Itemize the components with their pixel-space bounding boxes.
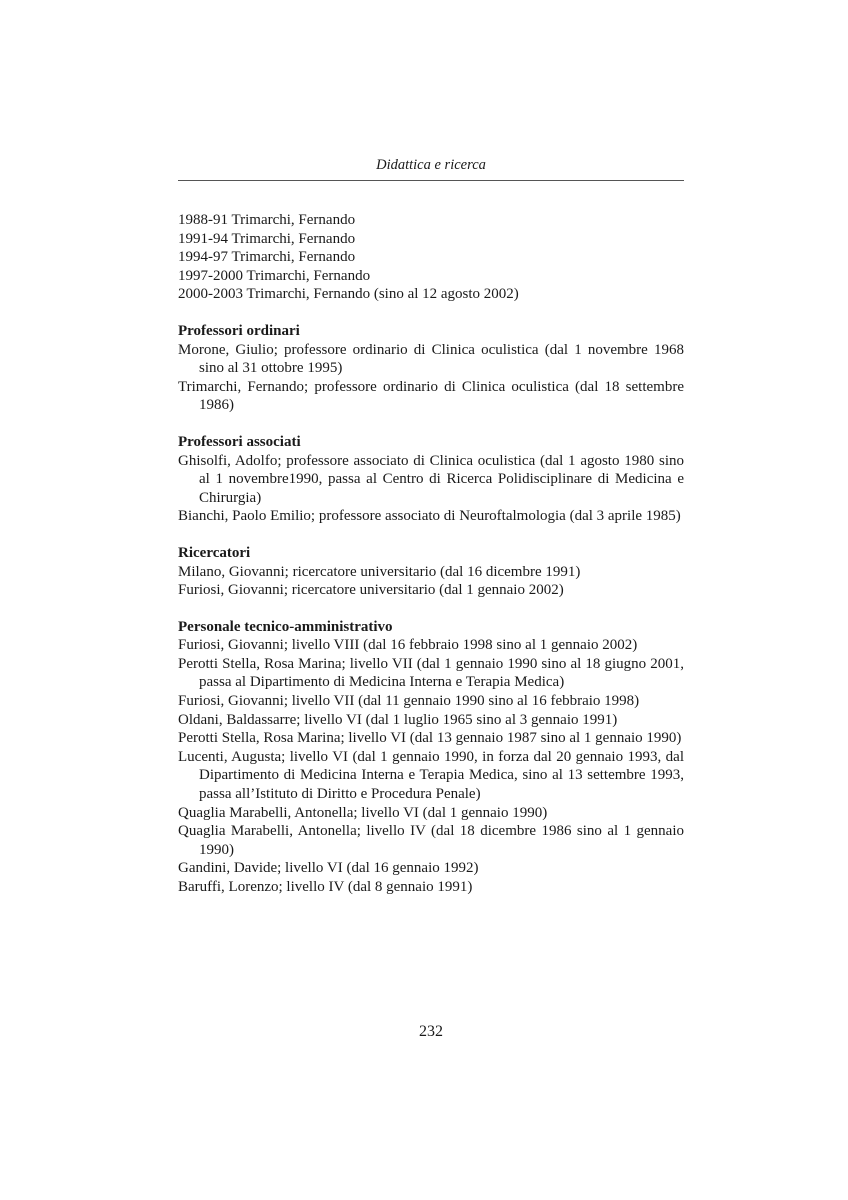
section-heading: Personale tecnico-amministrativo [178, 618, 393, 635]
staff-entry: Bianchi, Paolo Emilio; professore associato di Neuroftalmologia (dal 3 aprile 1985) [178, 508, 681, 525]
page-number: 232 [419, 1023, 443, 1040]
section-professori-ordinari [178, 322, 684, 415]
page-body [178, 211, 684, 897]
staff-entry: Quaglia Marabelli, Antonella; livello VI (dal 1 gennaio 1990) [178, 804, 548, 821]
staff-entry: Baruffi, Lorenzo; livello IV (dal 8 gennaio 1991) [178, 879, 473, 895]
staff-entry: Furiosi, Giovanni; livello VIII (dal 16 febbraio 1998 sino al 1 gennaio 2002) [178, 637, 638, 654]
term-line: 2000-2003 Trimarchi, Fernando (sino al 12 agosto 2002) [178, 286, 519, 303]
section-heading: Ricercatori [178, 544, 251, 561]
directors-terms-list [178, 211, 684, 304]
staff-entry: Perotti Stella, Rosa Marina; livello VI (dal 13 gennaio 1987 sino al 1 gennaio 1990) [178, 730, 682, 747]
term-line: 1988-91 Trimarchi, Fernando [178, 212, 356, 228]
running-head: Didattica e ricerca [376, 157, 486, 173]
staff-entry: Morone, Giulio; professore ordinario di Clinica oculistica (dal 1 novembre 1968 sino al 31 ottobre 1995) [178, 341, 684, 377]
staff-entry: Milano, Giovanni; ricercatore universitario (dal 16 dicembre 1991) [178, 563, 581, 580]
section-professori-associati [178, 433, 684, 526]
term-line: 1997-2000 Trimarchi, Fernando [178, 267, 371, 284]
header-rule [178, 180, 684, 181]
staff-entry: Lucenti, Augusta; livello VI (dal 1 gennaio 1990, in forza dal 20 gennaio 1993, dal Dipartimento di Medicina Interna e Terapia Medica, sino al 13 settembre 1993, passa all’Istituto di Diritto e Procedura Penale) [178, 748, 684, 803]
staff-entry: Gandini, Davide; livello VI (dal 16 gennaio 1992) [178, 860, 479, 877]
section-ricercatori [178, 544, 684, 600]
staff-entry: Furiosi, Giovanni; ricercatore universitario (dal 1 gennaio 2002) [178, 582, 564, 599]
staff-entry: Oldani, Baldassarre; livello VI (dal 1 luglio 1965 sino al 3 gennaio 1991) [178, 711, 618, 728]
staff-entry: Furiosi, Giovanni; livello VII (dal 11 gennaio 1990 sino al 16 febbraio 1998) [178, 693, 640, 710]
section-heading: Professori associati [178, 433, 301, 450]
term-line: 1994-97 Trimarchi, Fernando [178, 249, 356, 266]
term-line: 1991-94 Trimarchi, Fernando [178, 230, 356, 247]
staff-entry: Trimarchi, Fernando; professore ordinario di Clinica oculistica (dal 18 settembre 1986) [178, 378, 684, 414]
staff-entry: Perotti Stella, Rosa Marina; livello VII (dal 1 gennaio 1990 sino al 18 giugno 2001, passa al Dipartimento di Medicina Interna e Terapia Medica) [178, 655, 684, 691]
section-heading: Professori ordinari [178, 322, 300, 339]
staff-entry: Ghisolfi, Adolfo; professore associato di Clinica oculistica (dal 1 agosto 1980 sino al 1 novembre1990, passa al Centro di Ricerca Polidisciplinare di Medicina e Chirurgia) [178, 452, 684, 506]
staff-entry: Quaglia Marabelli, Antonella; livello IV (dal 18 dicembre 1986 sino al 1 gennaio 1990) [178, 823, 684, 858]
section-personale-tecnico-amministrativo [178, 618, 684, 897]
